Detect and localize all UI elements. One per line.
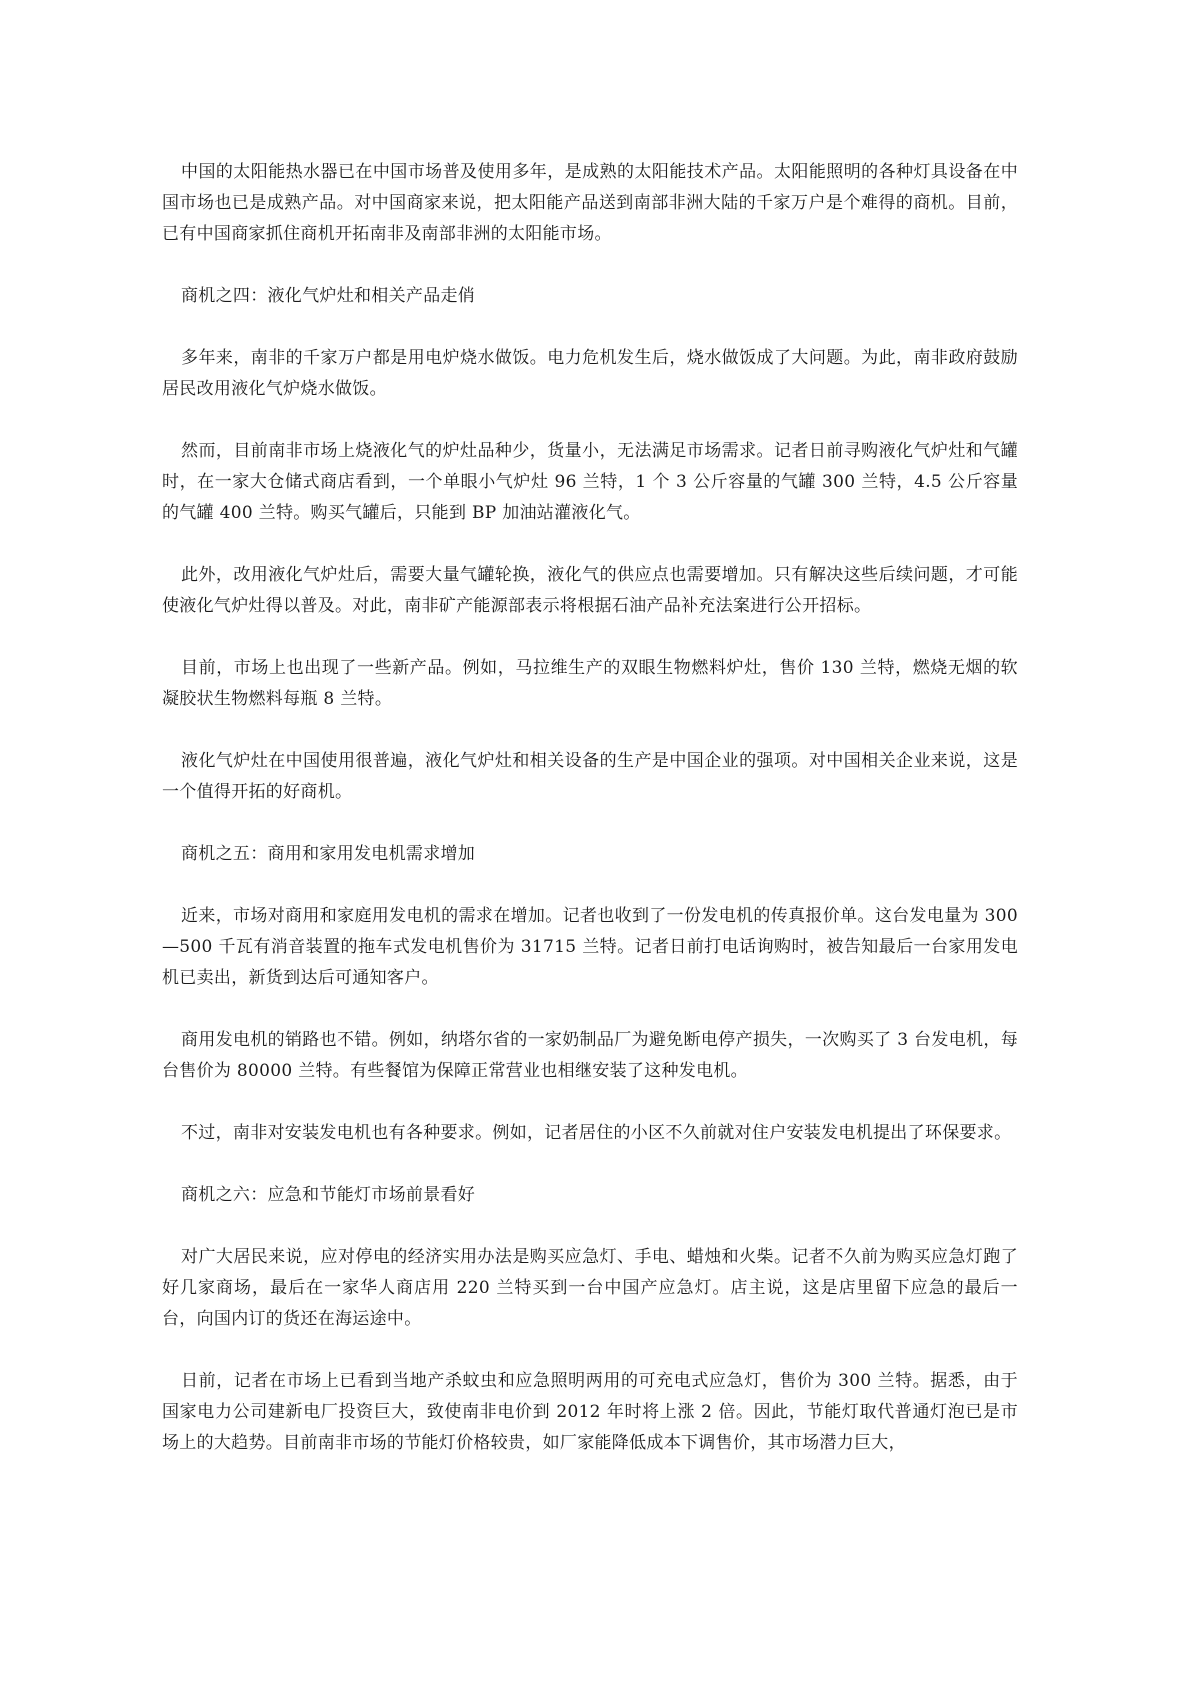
paragraph-energy-saving-lamps: 日前，记者在市场上已看到当地产杀蚊虫和应急照明两用的可充电式应急灯，售价为 300 兰特。据悉，由于国家电力公司建新电厂投资巨大，致使南非电价到 2012 年时将上涨 2 倍。因此，节能灯取代普通灯泡已是市场上的大趋势。目前南非市场的节能灯价格较贵，如厂家能降低成本下调售价，其市场潜力巨大， [162,1371,1018,1453]
paragraph-lpg-stove-prices: 然而，目前南非市场上烧液化气的炉灶品种少，货量小，无法满足市场需求。记者日前寻购液化气炉灶和气罐时，在一家大仓储式商店看到，一个单眼小气炉灶 96 兰特，1 个 3 公斤容量的气罐 300 兰特，4.5 公斤容量的气罐 400 兰特。购买气罐后，只能到 BP 加油站灌液化气。 [162,441,1018,523]
paragraph-china-lpg-strength: 液化气炉灶在中国使用很普遍，液化气炉灶和相关设备的生产是中国企业的强项。对中国相关企业来说，这是一个值得开拓的好商机。 [162,751,1018,802]
section-heading-opportunity-4: 商机之四：液化气炉灶和相关产品走俏 [181,286,476,306]
paragraph-solar-market: 中国的太阳能热水器已在中国市场普及使用多年，是成熟的太阳能技术产品。太阳能照明的各种灯具设备在中国市场也已是成熟产品。对中国商家来说，把太阳能产品送到南部非洲大陆的千家万户是个难得的商机。目前，已有中国商家抓住商机开拓南非及南部非洲的太阳能市场。 [162,162,1018,244]
paragraph-biofuel-stove: 目前，市场上也出现了一些新产品。例如，马拉维生产的双眼生物燃料炉灶，售价 130 兰特，燃烧无烟的软凝胶状生物燃料每瓶 8 兰特。 [162,658,1018,709]
section-heading-opportunity-5: 商机之五：商用和家用发电机需求增加 [181,844,476,864]
paragraph-generator-requirements: 不过，南非对安装发电机也有各种要求。例如，记者居住的小区不久前就对住户安装发电机提出了环保要求。 [181,1123,1012,1143]
paragraph-electric-stove-problem: 多年来，南非的千家万户都是用电炉烧水做饭。电力危机发生后，烧水做饭成了大问题。为此，南非政府鼓励居民改用液化气炉烧水做饭。 [162,348,1018,399]
paragraph-emergency-lights: 对广大居民来说，应对停电的经济实用办法是购买应急灯、手电、蜡烛和火柴。记者不久前为购买应急灯跑了好几家商场，最后在一家华人商店用 220 兰特买到一台中国产应急灯。店主说，这是店里留下应急的最后一台，向国内订的货还在海运途中。 [162,1247,1018,1329]
paragraph-generator-demand: 近来，市场对商用和家庭用发电机的需求在增加。记者也收到了一份发电机的传真报价单。这台发电量为 300—500 千瓦有消音装置的拖车式发电机售价为 31715 兰特。记者日前打电话询购时，被告知最后一台家用发电机已卖出，新货到达后可通知客户。 [162,906,1018,988]
paragraph-commercial-generators: 商用发电机的销路也不错。例如，纳塔尔省的一家奶制品厂为避免断电停产损失，一次购买了 3 台发电机，每台售价为 80000 兰特。有些餐馆为保障正常营业也相继安装了这种发电机。 [162,1030,1018,1081]
document-page [162,157,1018,1490]
paragraph-gas-cylinder-supply: 此外，改用液化气炉灶后，需要大量气罐轮换，液化气的供应点也需要增加。只有解决这些后续问题，才可能使液化气炉灶得以普及。对此，南非矿产能源部表示将根据石油产品补充法案进行公开招标。 [162,565,1018,616]
section-heading-opportunity-6: 商机之六：应急和节能灯市场前景看好 [181,1185,476,1205]
